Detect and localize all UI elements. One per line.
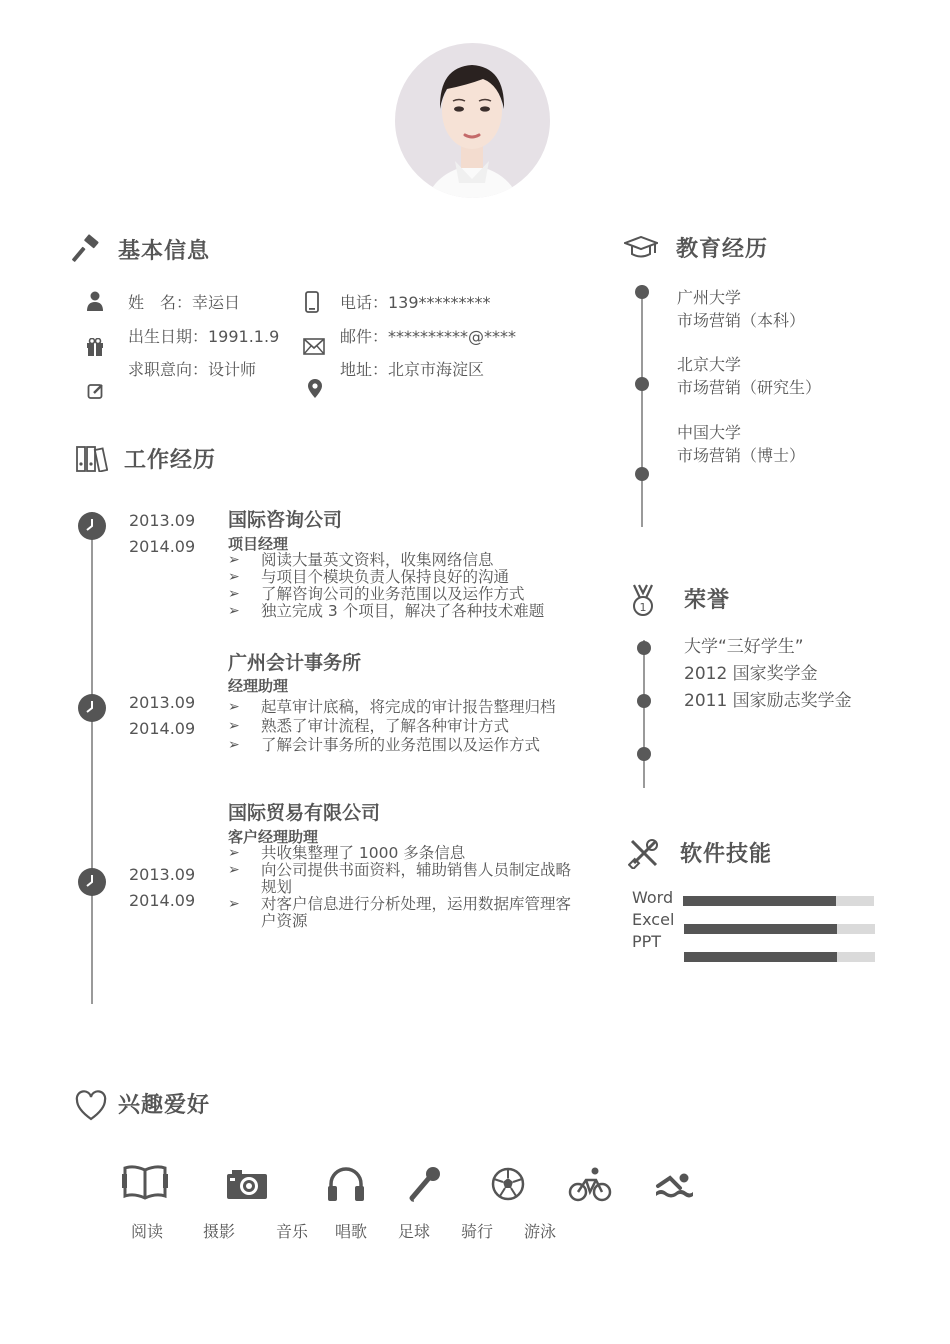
soccer-ball-icon	[491, 1167, 525, 1201]
hobby-label: 游泳	[524, 1222, 557, 1241]
hobby-label: 音乐	[276, 1222, 309, 1241]
hobby-label: 唱歌	[335, 1222, 368, 1241]
job-date-end: 2014.09	[129, 891, 196, 910]
duty-item: ➢ 对客户信息进行分析处理，运用数据库管理客户资源	[228, 896, 578, 930]
education-timeline	[641, 285, 643, 527]
job-date-start: 2013.09	[129, 511, 196, 530]
duty-item: ➢ 了解会计事务所的业务范围以及运作方式	[228, 736, 578, 755]
phone-field: 电话：139*********	[340, 293, 491, 312]
portrait-image	[395, 43, 550, 198]
swimming-icon	[654, 1170, 694, 1200]
edu-major: 市场营销（研究生）	[677, 378, 822, 397]
phone-icon	[305, 291, 319, 313]
section-title-skills: 软件技能	[680, 842, 773, 867]
honor-item: 2011 国家励志奖学金	[684, 691, 852, 711]
bicycle-icon	[568, 1166, 612, 1202]
duty-item: ➢ 向公司提供书面资料，辅助销售人员制定战略规划	[228, 862, 578, 896]
job-company: 广州会计事务所	[228, 652, 362, 674]
honor-item: 大学“三好学生”	[684, 637, 804, 657]
duty-item: ➢ 起草审计底稿，将完成的审计报告整理归档	[228, 698, 578, 717]
honor-item: 2012 国家奖学金	[684, 664, 818, 684]
job-date-start: 2013.09	[129, 693, 196, 712]
job-company: 国际咨询公司	[228, 509, 343, 531]
duty-item: ➢ 阅读大量英文资料，收集网络信息	[228, 552, 578, 569]
job-date-start: 2013.09	[129, 865, 196, 884]
birth-field: 出生日期：1991.1.9	[128, 327, 280, 346]
camera-icon	[226, 1168, 268, 1200]
microphone-icon	[408, 1166, 442, 1202]
timeline-dot	[637, 641, 651, 655]
skill-bar-fill	[683, 896, 836, 906]
hobby-label: 阅读	[131, 1222, 164, 1241]
duty-item: ➢ 熟悉了审计流程，了解各种审计方式	[228, 717, 578, 736]
skill-name: Word	[632, 888, 674, 907]
timeline-dot	[637, 747, 651, 761]
edu-major: 市场营销（本科）	[677, 311, 806, 330]
job-date-end: 2014.09	[129, 537, 196, 556]
job-duties	[228, 698, 578, 755]
avatar	[395, 43, 550, 198]
book-icon	[122, 1164, 168, 1202]
honors-timeline	[643, 640, 645, 788]
job-company: 国际贸易有限公司	[228, 802, 381, 824]
medal-icon	[630, 584, 656, 618]
job-duties	[228, 552, 578, 620]
skill-bar	[684, 924, 875, 934]
edu-school: 北京大学	[677, 355, 742, 374]
edit-icon	[87, 382, 105, 400]
hobby-label: 骑行	[461, 1222, 494, 1241]
job-role: 经理助理	[228, 677, 289, 695]
hammer-icon	[72, 234, 102, 264]
svg-text:1: 1	[639, 601, 647, 614]
location-icon	[307, 379, 323, 399]
skill-name: Excel	[632, 910, 675, 929]
hobby-label: 足球	[398, 1222, 431, 1241]
section-title-hobbies: 兴趣爱好	[118, 1093, 211, 1118]
gift-icon	[86, 338, 104, 356]
timeline-dot	[635, 467, 649, 481]
intent-field: 求职意向：设计师	[128, 360, 257, 379]
clock-icon	[78, 694, 106, 722]
tools-icon	[628, 837, 660, 869]
mail-icon	[303, 338, 325, 355]
skill-bar-fill	[684, 952, 837, 962]
duty-item: ➢ 共收集整理了 1000 多条信息	[228, 845, 578, 862]
skill-name: PPT	[632, 932, 662, 951]
job-date-end: 2014.09	[129, 719, 196, 738]
edu-school: 中国大学	[677, 423, 742, 442]
headphones-icon	[326, 1166, 366, 1202]
timeline-dot	[635, 285, 649, 299]
address-field: 地址：北京市海淀区	[340, 360, 485, 379]
job-duties	[228, 845, 578, 930]
duty-item: ➢ 了解咨询公司的业务范围以及运作方式	[228, 586, 578, 603]
skill-bar	[683, 896, 874, 906]
section-title-work: 工作经历	[124, 448, 217, 473]
edu-major: 市场营销（博士）	[677, 446, 806, 465]
clock-icon	[78, 512, 106, 540]
heart-icon	[74, 1090, 108, 1122]
job-role: 客户经理助理	[228, 828, 319, 846]
timeline-dot	[637, 694, 651, 708]
job-role: 项目经理	[228, 535, 289, 553]
work-timeline	[91, 512, 93, 1004]
graduation-cap-icon	[624, 236, 658, 260]
email-field: 邮件：**********@****	[340, 327, 517, 346]
skill-bar-fill	[684, 924, 837, 934]
binders-icon	[76, 446, 108, 472]
duty-item: ➢ 与项目个模块负责人保持良好的沟通	[228, 569, 578, 586]
name-field: 姓 名：幸运日	[128, 293, 241, 312]
clock-icon	[78, 868, 106, 896]
timeline-dot	[635, 377, 649, 391]
hobby-label: 摄影	[203, 1222, 236, 1241]
section-title-education: 教育经历	[676, 237, 769, 262]
skill-bar	[684, 952, 875, 962]
duty-item: ➢ 独立完成 3 个项目，解决了各种技术难题	[228, 603, 578, 620]
edu-school: 广州大学	[677, 288, 742, 307]
section-title-honors: 荣誉	[684, 588, 731, 613]
section-title-basic: 基本信息	[118, 239, 211, 264]
person-icon	[86, 291, 104, 311]
